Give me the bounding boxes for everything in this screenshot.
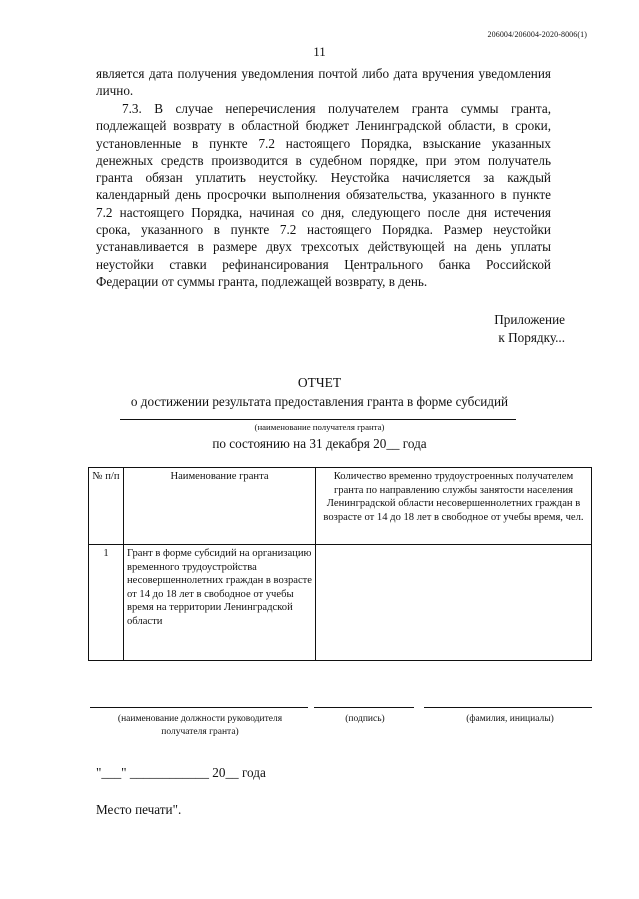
position-line	[90, 707, 308, 708]
grantee-name-line	[120, 419, 516, 420]
table-header-row	[89, 468, 592, 545]
header-num: № п/п	[89, 468, 124, 545]
row-quantity[interactable]	[316, 545, 592, 661]
header-quantity: Количество временно трудоустроенных получателем гранта по направлению службы занятости населения Ленинградской области несовершеннолетних граждан в возрасте от 14 до 18 лет в свободное от учебы время, чел.	[316, 468, 592, 545]
page-number: 11	[313, 44, 326, 59]
full-name-line	[424, 707, 592, 708]
row-grant-name: Грант в форме субсидий на организацию временного трудоустройства несовершеннолетних граждан в возрасте от 14 до 18 лет в свободное от учебы время на территории Ленинградской области	[124, 545, 316, 661]
appendix-reference	[494, 311, 565, 346]
document-id: 206004/206004-2020-8006(1)	[487, 30, 587, 39]
position-caption: (наименование должности руководителя получателя гранта)	[117, 714, 283, 737]
report-subtitle: о достижении результата предоставления гранта в форме субсидий	[130, 394, 509, 409]
full-name-caption: (фамилия, инициалы)	[466, 714, 554, 724]
paragraph-continuation: является дата получения уведомления почтой либо дата вручения уведомления лично.	[96, 66, 551, 99]
appendix-line-2: к Порядку...	[498, 329, 565, 345]
header-name: Наименование гранта	[124, 468, 316, 545]
report-title: ОТЧЕТ	[297, 375, 342, 390]
grantee-caption: (наименование получателя гранта)	[254, 422, 385, 432]
row-num: 1	[89, 545, 124, 661]
paragraph-7-3: 7.3. В случае неперечисления получателем гранта суммы гранта, подлежащей возврату в областной бюджет Ленинградской области, в сроки, установленные в пункте 7.2 настоящего Порядка, взыскание указанных денежных средств производится в судебном порядке, при этом получатель гранта обязан уплатить неустойку. Неустойка начисляется за каждый календарный день просрочки выполнения обязательства, указанного в пункте 7.2 настоящего Порядка, начиная со дня, следующего после дня истечения срока, указанного в пункте 7.2 настоящего Порядка. Размер неустойки устанавливается в размере двух трехсотых действующей на день уплаты неустойки ставки рефинансирования Центрального банка Российской Федерации от суммы гранта, подлежащей возврату, в день.	[96, 101, 551, 289]
appendix-line-1: Приложение	[494, 312, 565, 327]
signature-caption: (подпись)	[345, 714, 385, 724]
table-row	[89, 545, 592, 661]
signature-line	[314, 707, 414, 708]
report-as-of-date: по состоянию на 31 декабря 20__ года	[212, 436, 427, 451]
date-line: "___" ____________ 20__ года	[96, 765, 266, 780]
report-table	[88, 467, 592, 661]
seal-place: Место печати".	[96, 802, 182, 817]
